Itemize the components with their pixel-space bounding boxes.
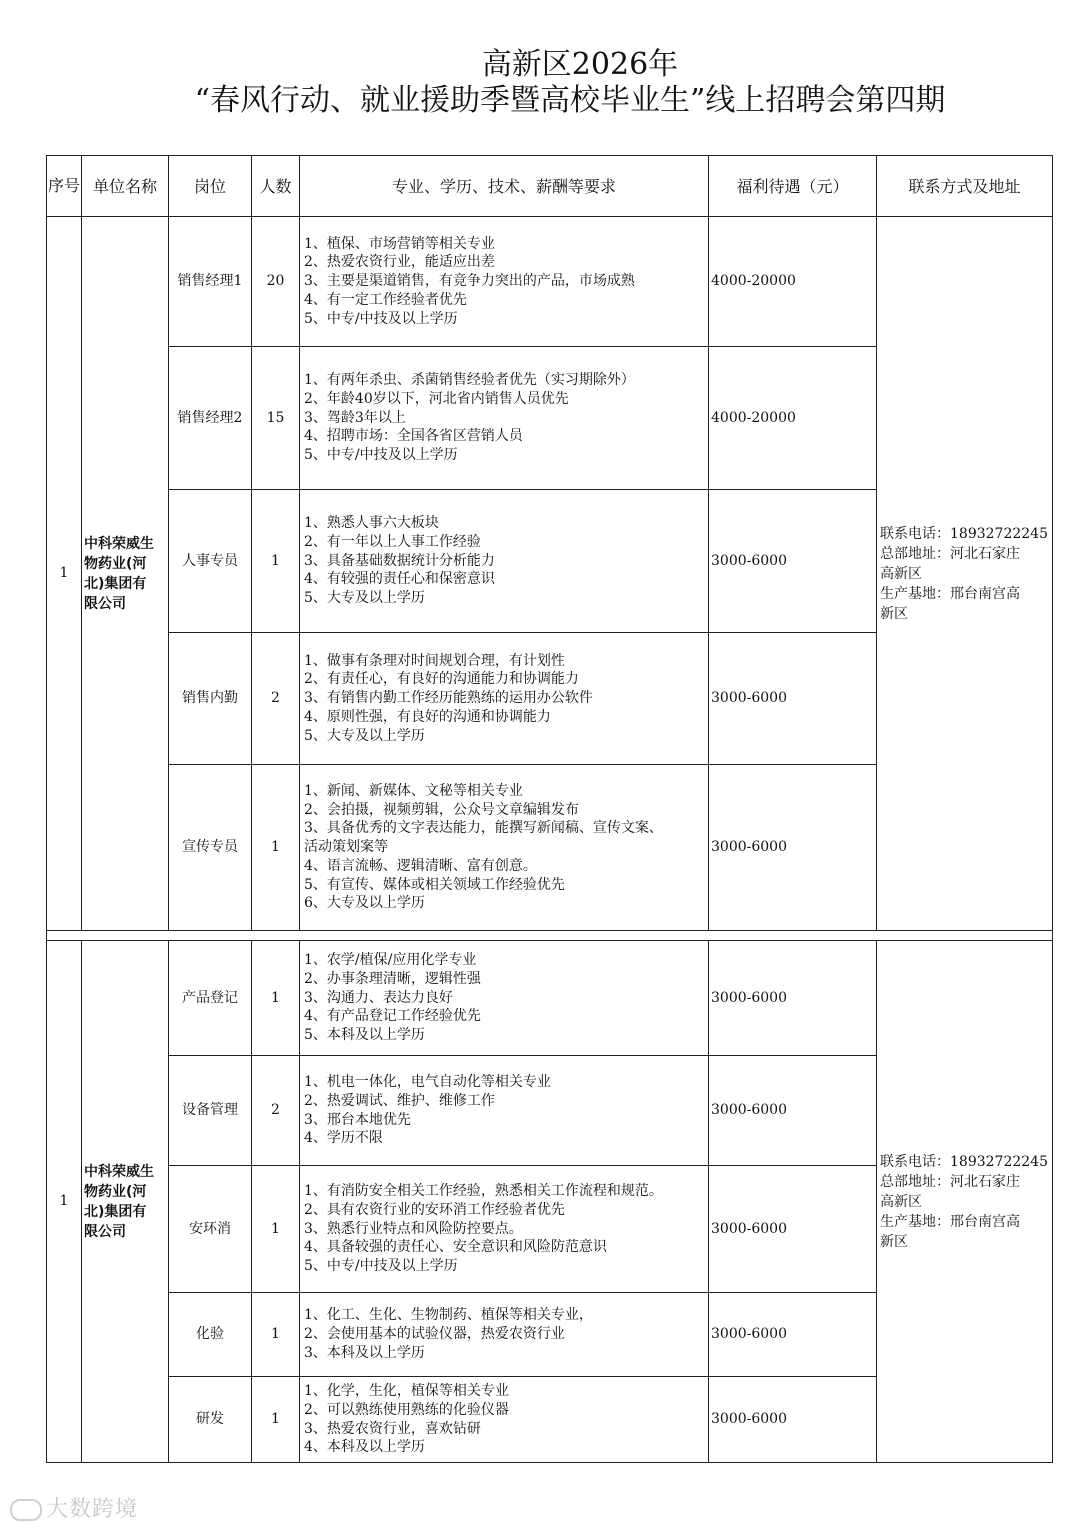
company-name-line: 中科荣威生 xyxy=(84,1163,154,1180)
requirement-line: 5、本科及以上学历 xyxy=(304,1027,425,1044)
requirements-cell xyxy=(300,1293,709,1377)
contact-line: 联系电话：18932722245 xyxy=(880,1153,1048,1170)
requirements-cell xyxy=(300,1056,709,1166)
requirement-line: 1、熟悉人事六大板块 xyxy=(304,515,439,532)
company-name-line: 北)集团有 xyxy=(84,575,147,592)
requirement-line: 1、做事有条理对时间规划合理，有计划性 xyxy=(304,652,565,669)
position-cell: 化验 xyxy=(169,1293,252,1377)
requirement-line: 4、招聘市场：全国各省区营销人员 xyxy=(304,428,523,445)
requirement-line: 3、熟悉行业特点和风险防控要点。 xyxy=(304,1220,523,1237)
requirements-cell xyxy=(300,347,709,490)
salary-cell: 3000-6000 xyxy=(709,1166,877,1293)
requirement-line: 3、沟通力、表达力良好 xyxy=(304,989,453,1006)
requirements-cell xyxy=(300,1166,709,1293)
group-separator-row xyxy=(47,931,1053,941)
requirements-cell xyxy=(300,941,709,1056)
requirement-line: 2、热爱农资行业，能适应出差 xyxy=(304,254,495,271)
page-title-line1: 高新区2026年 xyxy=(481,47,679,82)
requirement-line: 2、会拍摄，视频剪辑，公众号文章编辑发布 xyxy=(304,801,579,818)
requirement-line: 4、本科及以上学历 xyxy=(304,1439,425,1456)
contact-line: 总部地址：河北石家庄 xyxy=(880,545,1020,562)
seq-cell: 1 xyxy=(47,941,82,1463)
position-cell: 产品登记 xyxy=(169,941,252,1056)
table-header-row xyxy=(47,156,1053,217)
requirement-line: 3、热爱农资行业，喜欢钻研 xyxy=(304,1420,481,1437)
seq-cell: 1 xyxy=(47,217,82,931)
company-name-line: 中科荣威生 xyxy=(84,535,154,552)
requirement-line: 3、邢台本地优先 xyxy=(304,1111,411,1128)
requirement-line: 活动策划案等 xyxy=(304,839,388,856)
requirement-line: 4、有一定工作经验者优先 xyxy=(304,291,467,308)
header-seq: 序号 xyxy=(47,156,82,217)
requirement-line: 3、驾龄3年以上 xyxy=(304,409,406,426)
requirement-line: 5、中专/中技及以上学历 xyxy=(304,1258,458,1275)
position-cell: 销售内勤 xyxy=(169,633,252,765)
count-cell: 1 xyxy=(252,1293,300,1377)
header-count: 人数 xyxy=(252,156,300,217)
requirements-cell xyxy=(300,633,709,765)
header-requirements: 专业、学历、技术、薪酬等要求 xyxy=(300,156,709,217)
contact-line: 生产基地：邢台南宫高 xyxy=(880,1213,1020,1230)
requirement-line: 4、语言流畅、逻辑清晰、富有创意。 xyxy=(304,857,537,874)
watermark xyxy=(10,1492,138,1523)
company-name-cell xyxy=(82,217,169,931)
requirement-line: 6、大专及以上学历 xyxy=(304,895,425,912)
requirement-line: 4、具备较强的责任心、安全意识和风险防范意识 xyxy=(304,1239,607,1256)
requirement-line: 4、有产品登记工作经验优先 xyxy=(304,1008,481,1025)
header-contact: 联系方式及地址 xyxy=(877,156,1053,217)
requirement-line: 2、有一年以上人事工作经验 xyxy=(304,533,481,550)
requirement-line: 3、主要是渠道销售，有竞争力突出的产品，市场成熟 xyxy=(304,273,635,290)
contact-line: 联系电话：18932722245 xyxy=(880,525,1048,542)
requirement-line: 2、具有农资行业的安环消工作经验者优先 xyxy=(304,1201,565,1218)
requirement-line: 2、有责任心，有良好的沟通能力和协调能力 xyxy=(304,671,579,688)
requirement-line: 1、化工、生化、生物制药、植保等相关专业， xyxy=(304,1307,593,1324)
requirement-line: 2、热爱调试、维护、维修工作 xyxy=(304,1092,495,1109)
header-company: 单位名称 xyxy=(82,156,169,217)
contact-line: 总部地址：河北石家庄 xyxy=(880,1173,1020,1190)
requirement-line: 4、原则性强，有良好的沟通和协调能力 xyxy=(304,708,551,725)
page-title-line2: “春风行动、就业援助季暨高校毕业生”线上招聘会第四期 xyxy=(194,83,946,118)
position-cell: 设备管理 xyxy=(169,1056,252,1166)
company-name-line: 北)集团有 xyxy=(84,1203,147,1220)
count-cell: 1 xyxy=(252,941,300,1056)
requirement-line: 5、大专及以上学历 xyxy=(304,590,425,607)
requirement-line: 3、本科及以上学历 xyxy=(304,1344,425,1361)
requirement-line: 1、农学/植保/应用化学专业 xyxy=(304,952,477,969)
salary-cell: 3000-6000 xyxy=(709,1377,877,1463)
requirement-line: 2、会使用基本的试验仪器，热爱农资行业 xyxy=(304,1326,565,1343)
requirements-cell xyxy=(300,490,709,633)
company-name-cell xyxy=(82,941,169,1463)
count-cell: 1 xyxy=(252,490,300,633)
count-cell: 20 xyxy=(252,217,300,347)
requirement-line: 5、有宣传、媒体或相关领域工作经验优先 xyxy=(304,876,565,893)
requirement-line: 5、大专及以上学历 xyxy=(304,727,425,744)
header-position: 岗位 xyxy=(169,156,252,217)
job-table xyxy=(46,155,1053,1463)
count-cell: 1 xyxy=(252,1166,300,1293)
watermark-text: 大数跨境 xyxy=(46,1497,139,1522)
contact-cell xyxy=(877,941,1053,1463)
salary-cell: 3000-6000 xyxy=(709,490,877,633)
requirement-line: 4、学历不限 xyxy=(304,1130,383,1147)
requirement-line: 2、年龄40岁以下，河北省内销售人员优先 xyxy=(304,390,569,407)
requirements-cell xyxy=(300,1377,709,1463)
position-cell: 安环消 xyxy=(169,1166,252,1293)
contact-line: 生产基地：邢台南宫高 xyxy=(880,585,1020,602)
salary-cell: 3000-6000 xyxy=(709,633,877,765)
group-separator xyxy=(47,931,1053,941)
salary-cell: 3000-6000 xyxy=(709,941,877,1056)
contact-line: 高新区 xyxy=(880,1193,922,1210)
requirement-line: 1、有消防安全相关工作经验，熟悉相关工作流程和规范。 xyxy=(304,1183,663,1200)
header-salary: 福利待遇（元） xyxy=(709,156,877,217)
company-name-line: 限公司 xyxy=(84,595,126,612)
salary-cell: 3000-6000 xyxy=(709,765,877,931)
requirement-line: 1、新闻、新媒体、文秘等相关专业 xyxy=(304,783,523,800)
watermark-logo-icon xyxy=(10,1499,42,1521)
salary-cell: 4000-20000 xyxy=(709,347,877,490)
table-row xyxy=(47,941,1053,1056)
requirement-line: 5、中专/中技及以上学历 xyxy=(304,447,458,464)
position-cell: 研发 xyxy=(169,1377,252,1463)
position-cell: 销售经理2 xyxy=(169,347,252,490)
requirement-line: 1、有两年杀虫、杀菌销售经验者优先（实习期除外） xyxy=(304,372,635,389)
requirement-line: 1、机电一体化，电气自动化等相关专业 xyxy=(304,1074,551,1091)
count-cell: 1 xyxy=(252,1377,300,1463)
requirement-line: 5、中专/中技及以上学历 xyxy=(304,310,458,327)
requirement-line: 3、具备基础数据统计分析能力 xyxy=(304,552,495,569)
requirement-line: 3、有销售内勤工作经历能熟练的运用办公软件 xyxy=(304,690,593,707)
requirement-line: 4、有较强的责任心和保密意识 xyxy=(304,571,495,588)
company-name-line: 物药业(河 xyxy=(84,1183,147,1200)
position-cell: 销售经理1 xyxy=(169,217,252,347)
count-cell: 15 xyxy=(252,347,300,490)
company-name-line: 物药业(河 xyxy=(84,555,147,572)
salary-cell: 3000-6000 xyxy=(709,1056,877,1166)
requirement-line: 1、植保、市场营销等相关专业 xyxy=(304,235,495,252)
count-cell: 2 xyxy=(252,633,300,765)
count-cell: 1 xyxy=(252,765,300,931)
company-name-line: 限公司 xyxy=(84,1223,126,1240)
position-cell: 宣传专员 xyxy=(169,765,252,931)
contact-line: 高新区 xyxy=(880,565,922,582)
salary-cell: 3000-6000 xyxy=(709,1293,877,1377)
requirements-cell xyxy=(300,765,709,931)
contact-line: 新区 xyxy=(880,1233,908,1250)
salary-cell: 4000-20000 xyxy=(709,217,877,347)
requirement-line: 2、办事条理清晰，逻辑性强 xyxy=(304,970,481,987)
requirements-cell xyxy=(300,217,709,347)
requirement-line: 1、化学，生化，植保等相关专业 xyxy=(304,1383,509,1400)
requirement-line: 3、具备优秀的文字表达能力，能撰写新闻稿、宣传文案、 xyxy=(304,820,663,837)
table-row xyxy=(47,217,1053,347)
contact-line: 新区 xyxy=(880,605,908,622)
position-cell: 人事专员 xyxy=(169,490,252,633)
count-cell: 2 xyxy=(252,1056,300,1166)
requirement-line: 2、可以熟练使用熟练的化验仪器 xyxy=(304,1401,509,1418)
contact-cell xyxy=(877,217,1053,931)
